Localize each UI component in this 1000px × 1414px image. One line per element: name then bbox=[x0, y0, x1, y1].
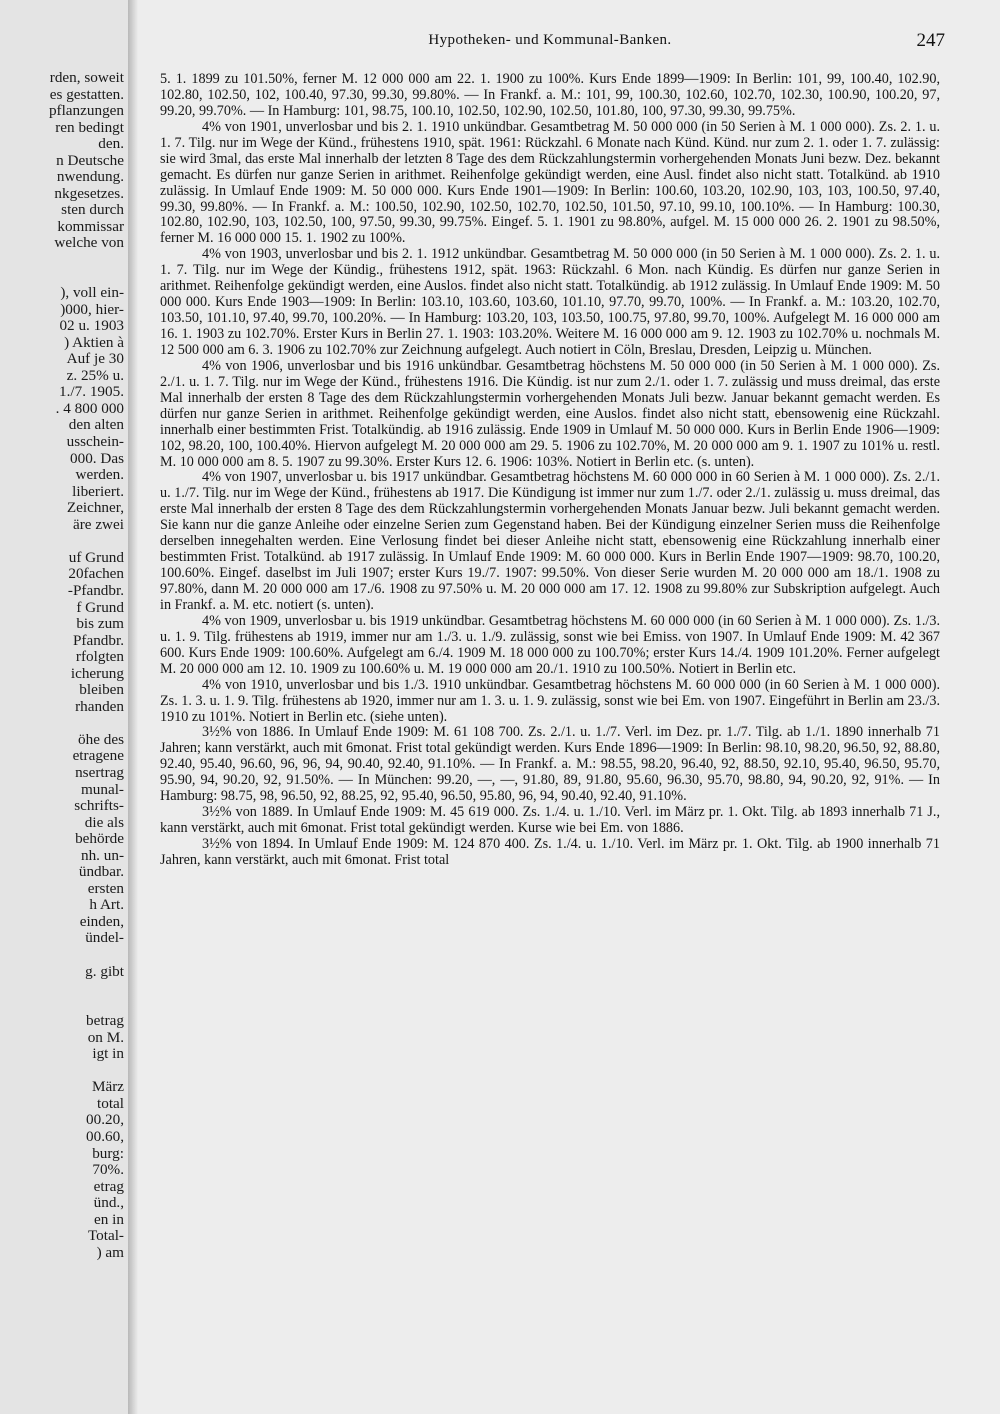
facing-page-edge bbox=[0, 0, 128, 1414]
facing-page-fragment: h Art. bbox=[89, 896, 124, 914]
bond-issue-paragraph: 3½% von 1894. In Umlauf Ende 1909: M. 124 870 400. Zs. 1./4. u. 1./10. Verl. im März pr. 1. Okt. Tilg. ab 1900 innerhalb 71 Jahren, kann verstärkt, auch mit 6monat. Frist total bbox=[160, 836, 940, 868]
facing-page-fragment: 00.20, bbox=[86, 1111, 124, 1129]
facing-page-fragment: ) Aktien à bbox=[64, 333, 124, 351]
facing-page-fragment: sten durch bbox=[61, 201, 124, 219]
facing-page-fragment bbox=[0, 252, 124, 269]
facing-page-fragment: pflanzungen bbox=[48, 102, 124, 120]
running-head: Hypotheken- und Kommunal-Banken. bbox=[428, 32, 672, 48]
facing-page-fragment: )000, hier- bbox=[60, 300, 124, 318]
bond-issue-paragraph: 4% von 1906, unverlosbar und bis 1916 unkündbar. Gesamtbetrag höchstens M. 50 000 000 (in 50 Serien à M. 1 000 000). Zs. 2./1. u. 1. 7. Tilg. nur im Wege der Künd., frühestens 1916. Die Kündig. ist nur zum 2./1. oder 1. 7. zulässig und muss dreimal, das erste Mal innerhalb der ersten 8 Tage des dem Rückzahlungstermin vorhergehenden Monats Juli bezw. Januar bekannt gemacht werden. Es dürfen nur ganze Serien in arithmet. Reihenfolge gekündigt werden, eine Auslos. findet also nicht statt, ebensowenig eine Rückzahl. innerhalb einer bestimmten Frist. Totalkündig. ab 1916 zulässig. Ende 1909 in Umlauf M. 50 000 000. Kurs in Berlin Ende 1906—1909: 102, 98.20, 100, 100.40%. Hiervon aufgelegt M. 20 000 000 am 29. 5. 1906 zu 102.70%, M. 20 000 000 am 9. 1. 1907 zu 101% u. restl. M. 10 000 000 am 8. 5. 1907 zu 99.30%. Erster Kurs 12. 6. 1906: 103%. Notiert in Berlin etc. (s. unten). bbox=[160, 357, 940, 470]
facing-page-fragment: g. gibt bbox=[85, 962, 124, 980]
bond-issue-paragraph: 4% von 1907, unverlosbar u. bis 1917 unkündbar. Gesamtbetrag höchstens M. 60 000 000 in 60 Serien à M. 1 000 000). Zs. 2./1. u. 1./7. Tilg. nur im Wege der Künd., frühestens ab 1917. Die Kündigung ist immer nur zum 1./7. oder 2./1. zulässig u. muss dreimal, das erste Mal innerhalb der ersten 8 Tage des dem Rückzahlungstermin vorhergehenden Monats Januar bezw. Juli bekannt gemacht werden. Sie kann nur die ganze Anleihe oder einzelne Serien zum Gegenstand haben. Bei der Kündigung einzelner Serien muss die Reihenfolge derselben innegehalten werden. Eine Verlosung findet bei dieser Anleihe nicht statt, ebensowenig eine Rückzahlung innerhalb einer bestimmten Frist. Totalkünd. ab 1917 zulässig. In Umlauf Ende 1909: M. 60 000 000. Kurs in Berlin Ende 1907—1909: 98.70, 100.20, 100.60%. Eingef. daselbst im Juli 1907; erster Kurs 19./7. 1907: 99.50%. Von dieser Serie wurden M. 20 000 000 am 18./1. 1908 zu 97.80%, dann M. 20 000 000 am 17./6. 1908 zu 97.50% u. M. 20 000 000 am 17. 12. 1908 zu 99.80% zur Subskription aufgelegt. Auch in Frankf. a. M. etc. notiert (s. unten). bbox=[160, 469, 940, 613]
bond-issue-paragraph: 4% von 1909, unverlosbar u. bis 1919 unkündbar. Gesamtbetrag höchstens M. 60 000 000 (in 60 Serien à M. 1 000 000). Zs. 1./3. u. 1. 9. Tilg. frühestens ab 1919, immer nur am 1./3. u. 1./9. zulässig, sonst wie bei Emiss. von 1907. In Umlauf Ende 1909: M. 42 367 600. Kurs Ende 1909: 100.60%. Aufgelegt am 6./4. 1909 M. 18 000 000 zu 100.70%; erster Kurs 14./4. 1909 101.20%. Ferner aufgelegt M. 20 000 000 am 12. 10. 1909 zu 100.60% u. M. 19 000 000 am 20./1. 1910 zu 100.50%. Notiert in Berlin etc. bbox=[160, 612, 940, 677]
facing-page-fragment: ünd., bbox=[93, 1194, 124, 1212]
facing-page-fragment: -Pfandbr. bbox=[67, 581, 124, 599]
facing-page-fragment: betrag bbox=[86, 1012, 124, 1030]
book-gutter bbox=[128, 0, 138, 1414]
facing-page-fragment: nkgesetzes. bbox=[54, 184, 124, 202]
facing-page-fragment: nsertrag bbox=[75, 763, 124, 781]
facing-page-fragment: rfolgten bbox=[75, 648, 124, 666]
bond-issue-paragraph: 3½% von 1886. In Umlauf Ende 1909: M. 61 108 700. Zs. 2./1. u. 1./7. Verl. im Dez. pr. 1./7. Tilg. ab 1./1. 1890 innerhalb 71 Jahren; kann verstärkt, auch mit 6monat. Frist total gekündigt werden. Kurs Ende 1896—1909: In Berlin: 98.10, 98.20, 96.50, 92, 88.80, 92.40, 95.40, 96.60, 96, 96, 94, 90.40, 92.40, 91.10%. — In Frankf. a. M.: 98.55, 98.20, 96.40, 92, 88.50, 92.10, 95.40, 96.50, 95.70, 95.90, 94, 90.20, 92, 91.50%. — In München: 99.20, —, —, 91.80, 89, 91.80, 95.60, 96.30, 95.70, 98.80, 94, 90.20, 92, 91%. — In Hamburg: 98.75, 98, 96.50, 92, 88.25, 92, 95.40, 96.50, 95.80, 96, 94, 90.40, 92.40, 91.10%. bbox=[160, 724, 940, 805]
facing-page-text-fragments bbox=[0, 70, 124, 1261]
facing-page-fragment: schrifts- bbox=[74, 797, 124, 815]
facing-page-fragment bbox=[0, 269, 124, 286]
bond-issue-paragraph: 4% von 1901, unverlosbar und bis 2. 1. 1910 unkündbar. Gesamtbetrag M. 50 000 000 (in 50 Serien à M. 1 000 000). Zs. 2. 1. u. 1. 7. Tilg. nur im Wege der Künd., frühestens 1910, spät. 1961: Rückzahl. 6 Monate nach Künd. Künd. nur zum 2. 1. oder 1. 7. zulässig: sie wird 3mal, das erste Mal innerhalb der letzten 8 Tage des dem Rückzahlungstermin vorhergehenden Monats Juni bezw. Dez. bekannt gemacht. Es dürfen nur ganze Serien in arithmet. Reihenfolge gekündigt werden, eine Ausl. findet also nicht statt. Totalkünd. ab 1910 zulässig. In Umlauf Ende 1909: M. 50 000 000. Kurs Ende 1901—1909: In Berlin: 100.60, 103.20, 102.90, 103, 103, 100.50, 97.40, 99.30, 99.80%. — In Frankf. a. M.: 100.50, 102.90, 102.50, 102.70, 102.50, 101.50, 97.10, 99.10, 100.10%. — In Hamburg: 100.30, 102.80, 102.90, 103, 102.50, 100, 97.50, 99.30, 99.75%. Eingef. 5. 1. 1901 zu 98.80%, aufgel. M. 15 000 000 26. 2. 1901 zu 98.50%, ferner M. 16 000 000 15. 1. 1902 zu 100%. bbox=[160, 118, 940, 247]
facing-page-fragment: den. bbox=[98, 135, 124, 153]
continuation-paragraph: 5. 1. 1899 zu 101.50%, ferner M. 12 000 000 am 22. 1. 1900 zu 100%. Kurs Ende 1899—1909: In Berlin: 101, 99, 100.40, 102.90, 102.80, 102.50, 102, 100.40, 97.30, 99.30, 99.80%. — In Frankf. a. M.: 101, 99, 100.30, 102.60, 102.70, 102.30, 100.90, 100.20, 97, 99.20, 99.70%. — In Hamburg: 101, 98.75, 100.10, 102.50, 102.90, 102.50, 101.80, 100, 97.30, 99.30, 99.75%. bbox=[160, 71, 940, 119]
facing-page-fragment bbox=[0, 1063, 124, 1080]
facing-page-fragment: rhanden bbox=[75, 697, 124, 715]
facing-page-fragment: äre zwei bbox=[72, 515, 124, 533]
facing-page-fragment: uf Grund bbox=[68, 548, 124, 566]
facing-page-fragment: ), voll ein- bbox=[60, 284, 124, 302]
facing-page-fragment: 02 u. 1903 bbox=[59, 317, 124, 335]
facing-page-fragment: icherung bbox=[70, 664, 124, 682]
facing-page-fragment bbox=[0, 533, 124, 550]
facing-page-fragment: ) am bbox=[96, 1243, 124, 1261]
facing-page-fragment: Total- bbox=[87, 1227, 124, 1245]
facing-page-fragment: liberiert. bbox=[72, 482, 124, 500]
facing-page-fragment: ren bedingt bbox=[55, 118, 124, 136]
facing-page-fragment: bleiben bbox=[79, 681, 124, 699]
facing-page-fragment: nh. un- bbox=[80, 846, 124, 864]
facing-page-fragment: den alten bbox=[68, 416, 124, 434]
facing-page-fragment: ündbar. bbox=[78, 863, 124, 881]
facing-page-fragment: munal- bbox=[80, 780, 124, 798]
facing-page-fragment: 70%. bbox=[92, 1161, 124, 1179]
facing-page-fragment: kommissar bbox=[57, 217, 124, 235]
facing-page-fragment: einden, bbox=[79, 912, 124, 930]
facing-page-fragment: total bbox=[97, 1094, 124, 1112]
facing-page-fragment: etrag bbox=[93, 1177, 124, 1195]
facing-page-fragment: 00.60, bbox=[86, 1128, 124, 1145]
facing-page-fragment: f Grund bbox=[76, 598, 124, 616]
facing-page-fragment: die als bbox=[84, 813, 124, 831]
facing-page-fragment: nwendung. bbox=[56, 168, 124, 186]
facing-page-fragment: n Deutsche bbox=[56, 151, 124, 169]
bond-issue-paragraph: 4% von 1903, unverlosbar und bis 2. 1. 1912 unkündbar. Gesamtbetrag M. 50 000 000 (in 50 Serien à M. 1 000 000). Zs. 2. 1. u. 1. 7. Tilg. nur im Wege der Kündig., frühestens 1912, spät. 1963: Rückzahl. 6 Mon. nach Kündig. Es dürfen nur ganze Serien in arithmet. Reihenfolge gekündigt werden, eine Auslos. findet also nicht statt. Totalkündig. ab 1912 zulässig. In Umlauf Ende 1909: M. 50 000 000. Kurs Ende 1903—1909: In Berlin: 103.10, 103.60, 103.60, 101.10, 97.70, 99.70, 100%. — In Frankf. a. M.: 103.20, 102.70, 103.50, 101.10, 97.40, 99.70, 100.20%. — In Hamburg: 103.20, 103, 103.50, 100.75, 97.80, 99.70, 100%. Aufgelegt M. 16 000 000 am 16. 1. 1903 zu 102.70%. Erster Kurs in Berlin 27. 1. 1903: 103.20%. Weitere M. 16 000 000 am 9. 12. 1903 zu 102.70% u. nochmals M. 12 500 000 am 6. 3. 1906 zu 102.70% zur Zeichnung aufgelegt. Auch notiert in Cöln, Breslau, Dresden, Leipzig u. München. bbox=[160, 246, 940, 358]
facing-page-fragment bbox=[0, 997, 124, 1014]
facing-page-fragment: werden. bbox=[75, 466, 124, 484]
facing-page-fragment: . 4 800 000 bbox=[55, 399, 124, 417]
facing-page-fragment: Auf je 30 bbox=[66, 350, 124, 368]
facing-page-fragment bbox=[0, 947, 124, 964]
bond-issue-paragraph: 4% von 1910, unverlosbar und bis 1./3. 1910 unkündbar. Gesamtbetrag höchstens M. 60 000 000 (in 60 Serien à M. 1 000 000). Zs. 1. 3. u. 1. 9. Tilg. frühestens ab 1920, immer nur am 1. 3. u. 1. 9. zulässig, sonst wie bei Em. von 1907. Eingeführt in Berlin am 23./3. 1910 zu 101%. Notiert in Berlin etc. (siehe unten). bbox=[160, 676, 940, 725]
main-text-column bbox=[160, 72, 940, 869]
facing-page-fragment: igt in bbox=[92, 1045, 124, 1063]
facing-page-fragment: Zeichner, bbox=[66, 499, 124, 517]
facing-page-fragment bbox=[0, 715, 124, 732]
page-header bbox=[150, 32, 950, 56]
facing-page-fragment: en in bbox=[94, 1210, 124, 1228]
facing-page-fragment: Pfandbr. bbox=[72, 631, 124, 649]
facing-page-fragment: z. 25% u. bbox=[66, 366, 124, 384]
facing-page-fragment: 1./7. 1905. bbox=[59, 383, 124, 401]
facing-page-fragment: usschein- bbox=[66, 433, 124, 451]
facing-page-fragment: bis zum bbox=[76, 615, 124, 633]
facing-page-fragment: on M. bbox=[87, 1028, 124, 1046]
facing-page-fragment: rden, soweit bbox=[49, 70, 124, 86]
facing-page-fragment: es gestatten. bbox=[49, 85, 124, 103]
facing-page-fragment: ündel- bbox=[85, 929, 124, 947]
facing-page-fragment bbox=[0, 980, 124, 997]
facing-page-fragment: 20fachen bbox=[68, 565, 124, 583]
facing-page-fragment: etragene bbox=[72, 747, 124, 765]
facing-page-fragment: öhe des bbox=[78, 730, 124, 748]
page-number: 247 bbox=[916, 30, 945, 51]
facing-page-fragment: 000. Das bbox=[70, 449, 124, 467]
facing-page-fragment: welche von bbox=[54, 234, 124, 252]
facing-page-fragment: behörde bbox=[75, 830, 124, 848]
bond-issue-paragraph: 3½% von 1889. In Umlauf Ende 1909: M. 45 619 000. Zs. 1./4. u. 1./10. Verl. im März pr. 1. Okt. Tilg. ab 1893 innerhalb 71 J., kann verstärkt, auch mit 6monat. Frist total gekündigt werden. Kurse wie bei Em. von 1886. bbox=[160, 804, 940, 837]
facing-page-fragment: burg: bbox=[92, 1144, 124, 1162]
facing-page-fragment: März bbox=[91, 1078, 124, 1096]
facing-page-fragment: ersten bbox=[87, 879, 124, 897]
